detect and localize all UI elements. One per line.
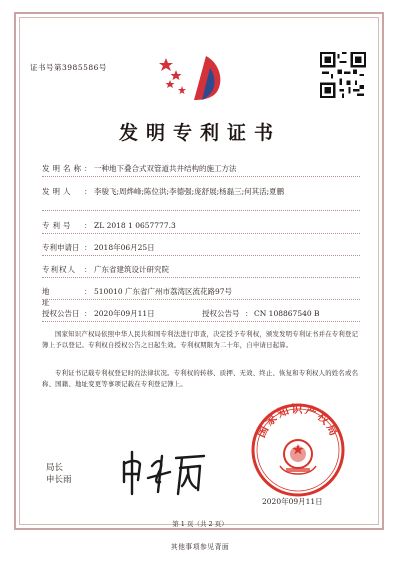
divider xyxy=(42,233,360,234)
field-label: 专利权人 xyxy=(42,265,76,274)
field-label: 专利申请日 xyxy=(42,243,80,252)
official-seal-icon xyxy=(250,402,346,498)
page-number: 第 1 页（共 2 页） xyxy=(172,520,228,528)
divider xyxy=(42,321,360,322)
body-paragraph-2: 专利证书记载专利权登记时的法律状况。专利权的转移、质押、无效、终止、恢复和专利权人的姓名或名称、国籍、地址变更等事项记载在专利登记簿上。 xyxy=(42,369,359,388)
signatory-block xyxy=(46,462,72,486)
field-label: 发明人 xyxy=(42,187,74,196)
field-label: 发明名称 xyxy=(42,164,84,173)
certificate-title: 发明专利证书 xyxy=(118,122,281,144)
certificate-number: 证书号第3985586号 xyxy=(30,63,107,72)
signatory-name: 申长雨 xyxy=(46,475,72,485)
field-value-publication-number: CN 108867540 B xyxy=(254,309,320,318)
field-label: 地址 xyxy=(42,287,76,307)
field-value: 广东省建筑设计研究院 xyxy=(94,265,169,274)
issue-date: 2020年09月11日 xyxy=(262,497,323,506)
field-value: 2018年06月25日 xyxy=(94,243,155,252)
divider xyxy=(42,277,360,278)
signatory-title: 局长 xyxy=(46,463,64,473)
patent-certificate: 证书号第3985586号 发明专利证书 发明名称 ： 一种地下叠合式双管道共井结构的施工方法 发明人 ： 李骏飞;周烨峰;陈位洪;李德强;庞舒展;杨磊三;何其活;夏鹏 专利号 ： ZL 2018 1 0657777.3 专利申请日 ： 2018年06月25日 专利权人 ： 广东省建筑设计研究院 地址 ： 510010 广东省广州市荔湾区流花路97号 授权公告日 ： 2020年09月11日 授权公告号 ： CN 108867540 B 国家知识产权局依照中华人民共和国专利法进行审查，决定授予专利权，颁发发明专利证书并在专利登记簿上予以登记。专利权自授权公告之日起生效。专利权期限为二十年，自申请日起算。 专利证书记载专利权登记时的法律状况。专利权的转移、质押、无效、终止、恢复和专利权人的姓名或名称、国籍、地址变更等事项记载在专利登记簿上。 局长 申长雨 国家知识产权局 2020年09月11日 第 1 页（共 2 页） 其他事项参见背面 xyxy=(0,0,400,565)
field-value: 2020年09月11日 xyxy=(94,309,155,318)
body-paragraph-1: 国家知识产权局依照中华人民共和国专利法进行审查，决定授予专利权，颁发发明专利证书并在专利登记簿上予以登记。专利权自授权公告之日起生效。专利权期限为二十年，自申请日起算。 xyxy=(42,330,359,349)
footer-note: 其他事项参见背面 xyxy=(170,543,230,551)
field-label: 专利号 xyxy=(42,221,74,230)
svg-text:国家知识产权局 xyxy=(254,402,341,440)
field-value: 李骏飞;周烨峰;陈位洪;李德强;庞舒展;杨磊三;何其活;夏鹏 xyxy=(94,187,285,196)
divider xyxy=(42,210,360,211)
field-value: ZL 2018 1 0657777.3 xyxy=(94,221,176,230)
field-label: 授权公告日 xyxy=(42,309,80,318)
divider xyxy=(42,299,360,300)
handwritten-signature-icon xyxy=(118,448,208,498)
field-label-publication-number: 授权公告号 xyxy=(202,309,240,318)
divider xyxy=(42,255,360,256)
cnipa-logo-icon xyxy=(156,50,242,106)
qr-code-icon xyxy=(320,52,366,98)
field-value: 510010 广东省广州市荔湾区流花路97号 xyxy=(94,287,233,296)
divider xyxy=(42,176,360,177)
field-value: 一种地下叠合式双管道共井结构的施工方法 xyxy=(94,164,237,173)
seal-text: 国家知识产权局 xyxy=(254,402,342,440)
